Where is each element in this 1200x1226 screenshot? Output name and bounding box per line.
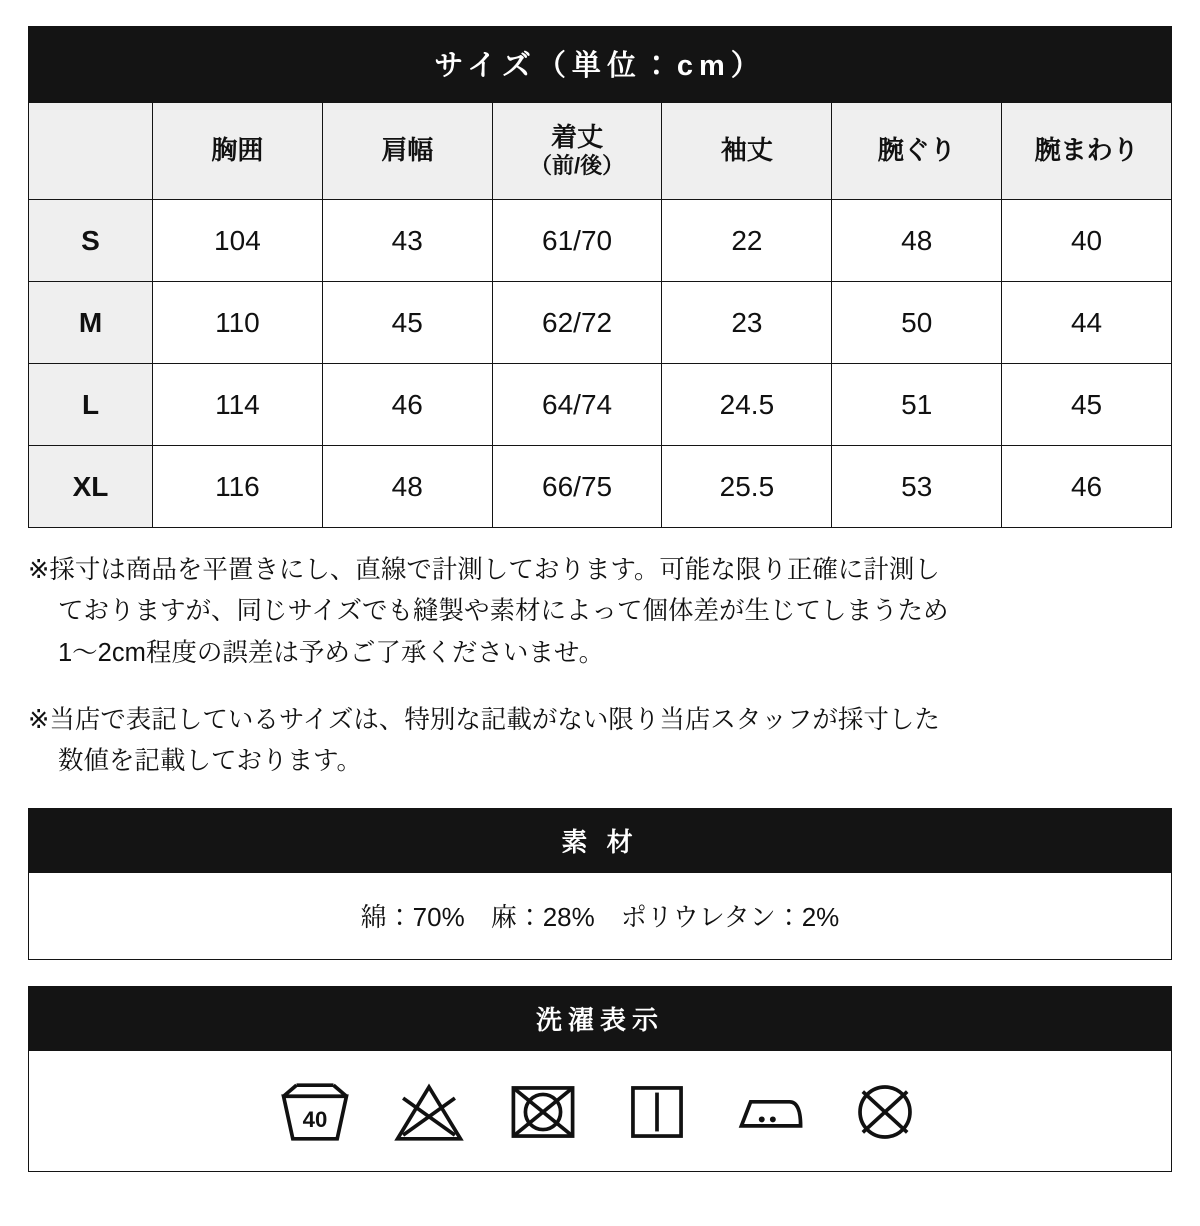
drip-dry-hang-icon [620, 1077, 694, 1147]
col-head-shoulder-label: 肩幅 [381, 135, 434, 166]
table-header-row [29, 103, 1172, 200]
cell-xl-armhole: 53 [832, 446, 1002, 528]
cell-xl-chest: 116 [153, 446, 323, 528]
cell-s-armhole: 48 [832, 200, 1002, 282]
col-head-chest-label: 胸囲 [211, 135, 264, 166]
note-measurement-line-3: 1〜2cm程度の誤差は予めご了承くださいませ。 [58, 638, 605, 667]
table-row [29, 364, 1172, 446]
col-head-armwidth-label: 腕まわり [1034, 135, 1139, 166]
wash-temp-label: 40 [302, 1107, 328, 1133]
material-header: 素 材 [29, 809, 1171, 873]
cell-s-length: 61/70 [492, 200, 662, 282]
cell-xl-length: 66/75 [492, 446, 662, 528]
cell-m-length: 62/72 [492, 282, 662, 364]
note-staff-line-2: 数値を記載しております。 [58, 747, 362, 776]
cell-m-armwidth: 44 [1002, 282, 1172, 364]
note-measurement-line-2: ておりますが、同じサイズでも縫製や素材によって個体差が生じてしまうため [58, 597, 949, 626]
row-label-l: L [29, 364, 153, 446]
note-measurement-line-1: ※採寸は商品を平置きにし、直線で計測しております。可能な限り正確に計測し [28, 556, 940, 584]
col-head-size [29, 103, 153, 200]
care-section [28, 986, 1172, 1172]
note-staff-line-1: ※当店で表記しているサイズは、特別な記載がない限り当店スタッフが採寸した [28, 705, 940, 734]
table-row [29, 200, 1172, 282]
cell-l-armhole: 51 [832, 364, 1002, 446]
size-chart-page [0, 26, 1200, 1226]
cell-xl-shoulder: 48 [322, 446, 492, 528]
col-head-shoulder [322, 103, 492, 200]
col-head-armwidth [1002, 103, 1172, 200]
col-head-armhole-label: 腕ぐり [877, 135, 956, 166]
cell-xl-sleeve: 25.5 [662, 446, 832, 528]
size-table-head [29, 103, 1172, 200]
cell-s-armwidth: 40 [1002, 200, 1172, 282]
material-item-linen: 麻：28% [490, 902, 595, 933]
no-dry-clean-icon [848, 1077, 922, 1147]
material-item-cotton: 綿：70% [360, 902, 465, 933]
care-icons-row [29, 1051, 1171, 1171]
no-bleach-icon [392, 1077, 466, 1147]
table-row [29, 446, 1172, 528]
row-label-m: M [29, 282, 153, 364]
size-table-body [29, 200, 1172, 528]
cell-l-shoulder: 46 [322, 364, 492, 446]
notes-section [28, 550, 1172, 782]
col-head-length-sub: （前/後） [530, 153, 625, 179]
cell-m-sleeve: 23 [662, 282, 832, 364]
note-measurement [28, 550, 1172, 674]
col-head-armhole [832, 103, 1002, 200]
cell-l-sleeve: 24.5 [662, 364, 832, 446]
cell-xl-armwidth: 46 [1002, 446, 1172, 528]
cell-s-shoulder: 43 [322, 200, 492, 282]
col-head-length-label: 着丈 [551, 121, 604, 152]
cell-m-shoulder: 45 [322, 282, 492, 364]
note-staff [28, 700, 1172, 783]
col-head-sleeve [662, 103, 832, 200]
cell-l-length: 64/74 [492, 364, 662, 446]
size-table-header: サイズ（単位：cm） [28, 26, 1172, 102]
cell-s-chest: 104 [153, 200, 323, 282]
cell-s-sleeve: 22 [662, 200, 832, 282]
material-item-polyurethane: ポリウレタン：2% [620, 902, 840, 933]
iron-low-icon [734, 1077, 808, 1147]
cell-l-chest: 114 [153, 364, 323, 446]
size-table [28, 102, 1172, 528]
row-label-xl: XL [29, 446, 153, 528]
table-row [29, 282, 1172, 364]
col-head-length [492, 103, 662, 200]
cell-m-chest: 110 [153, 282, 323, 364]
row-label-s: S [29, 200, 153, 282]
material-body [29, 873, 1171, 959]
wash-40-icon [278, 1077, 352, 1147]
cell-l-armwidth: 45 [1002, 364, 1172, 446]
col-head-chest [153, 103, 323, 200]
no-tumble-dry-icon [506, 1077, 580, 1147]
material-section [28, 808, 1172, 960]
care-header: 洗濯表示 [29, 987, 1171, 1051]
cell-m-armhole: 50 [832, 282, 1002, 364]
col-head-sleeve-label: 袖丈 [720, 135, 773, 166]
